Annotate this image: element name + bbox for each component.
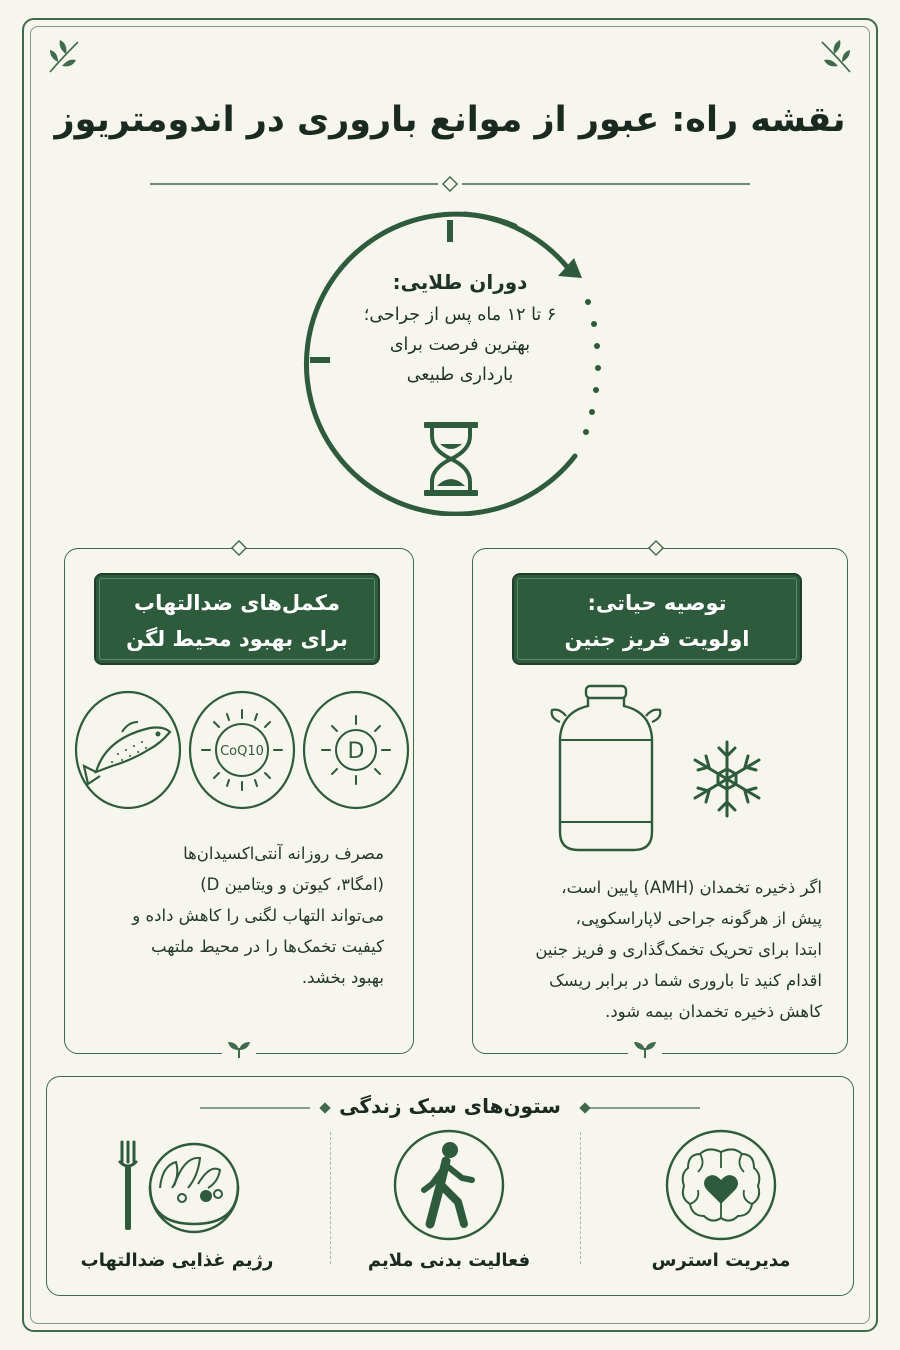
walking-person-icon xyxy=(392,1128,506,1242)
title-divider xyxy=(150,176,750,192)
vital-advice-header-line: توصیه حیاتی: xyxy=(587,591,727,615)
supplements-header xyxy=(94,573,380,665)
pillar-label: فعالیت بدنی ملایم xyxy=(367,1250,531,1271)
diamond-ornament-icon xyxy=(229,540,249,556)
leaf-ornament-icon xyxy=(816,36,856,76)
vitamin-d-icon xyxy=(304,692,408,808)
vital-advice-body-line: اگر ذخیره تخمدان (AMH) پایین است، xyxy=(561,878,822,897)
page-title: نقشه راه: عبور از موانع باروری در اندومتریوز xyxy=(54,100,846,140)
fish-icon xyxy=(76,692,180,808)
brain-heart-icon xyxy=(664,1128,778,1242)
sprout-icon xyxy=(628,1036,662,1062)
golden-period-line: بهترین فرصت برای xyxy=(389,335,531,355)
pillar-label: رژیم غذایی ضدالتهاب xyxy=(80,1250,274,1271)
snowflake-icon xyxy=(686,738,768,820)
hourglass-icon xyxy=(420,420,482,498)
vitamin-d-label: D xyxy=(347,739,365,764)
coq10-icon xyxy=(190,692,294,808)
salad-fork-icon xyxy=(114,1136,244,1236)
supplements-header-line: مکمل‌های ضدالتهاب xyxy=(134,591,340,615)
lifestyle-title: ستون‌های سبک زندگی xyxy=(339,1094,561,1118)
vital-advice-body-line: کاهش ذخیره تخمدان بیمه شود. xyxy=(605,1002,822,1021)
sprout-icon xyxy=(222,1036,256,1062)
vital-advice-body-line: اقدام کنید تا باروری شما در برابر ریسک xyxy=(549,971,822,990)
supplements-body-line: (امگا۳، کیوتن و ویتامین D) xyxy=(200,875,384,894)
supplements-body-line: مصرف روزانه آنتی‌اکسیدان‌ها xyxy=(183,844,384,863)
vital-advice-header-line: اولویت فریز جنین xyxy=(564,627,750,651)
pillar-divider xyxy=(330,1132,331,1264)
golden-period-line: ۶ تا ۱۲ ماه پس از جراحی؛ xyxy=(363,305,557,325)
golden-period-line: بارداری طبیعی xyxy=(406,365,514,385)
supplements-body xyxy=(84,838,384,993)
diamond-ornament-icon xyxy=(646,540,666,556)
vital-advice-header xyxy=(512,573,802,665)
cryo-tank-icon xyxy=(548,682,664,858)
leaf-ornament-icon xyxy=(44,36,84,76)
golden-period-heading: دوران طلایی: xyxy=(392,270,528,294)
pillar-label: مدیریت استرس xyxy=(651,1250,791,1271)
vital-advice-body-line: پیش از هرگونه جراحی لاپاراسکوپی، xyxy=(575,909,822,928)
supplements-body-line: کیفیت تخمک‌ها را در محیط ملتهب xyxy=(151,937,384,956)
coq10-label: CoQ10 xyxy=(220,744,264,759)
supplements-body-line: می‌تواند التهاب لگنی را کاهش داده و xyxy=(132,906,384,925)
supplements-header-line: برای بهبود محیط لگن xyxy=(126,627,348,651)
golden-period-text xyxy=(360,270,560,390)
pillar-divider xyxy=(580,1132,581,1264)
supplement-icons-row xyxy=(72,688,410,812)
supplements-body-line: بهبود بخشد. xyxy=(301,968,384,987)
vital-advice-body xyxy=(488,872,822,1027)
vital-advice-body-line: ابتدا برای تحریک تخمک‌گذاری و فریز جنین xyxy=(535,940,822,959)
